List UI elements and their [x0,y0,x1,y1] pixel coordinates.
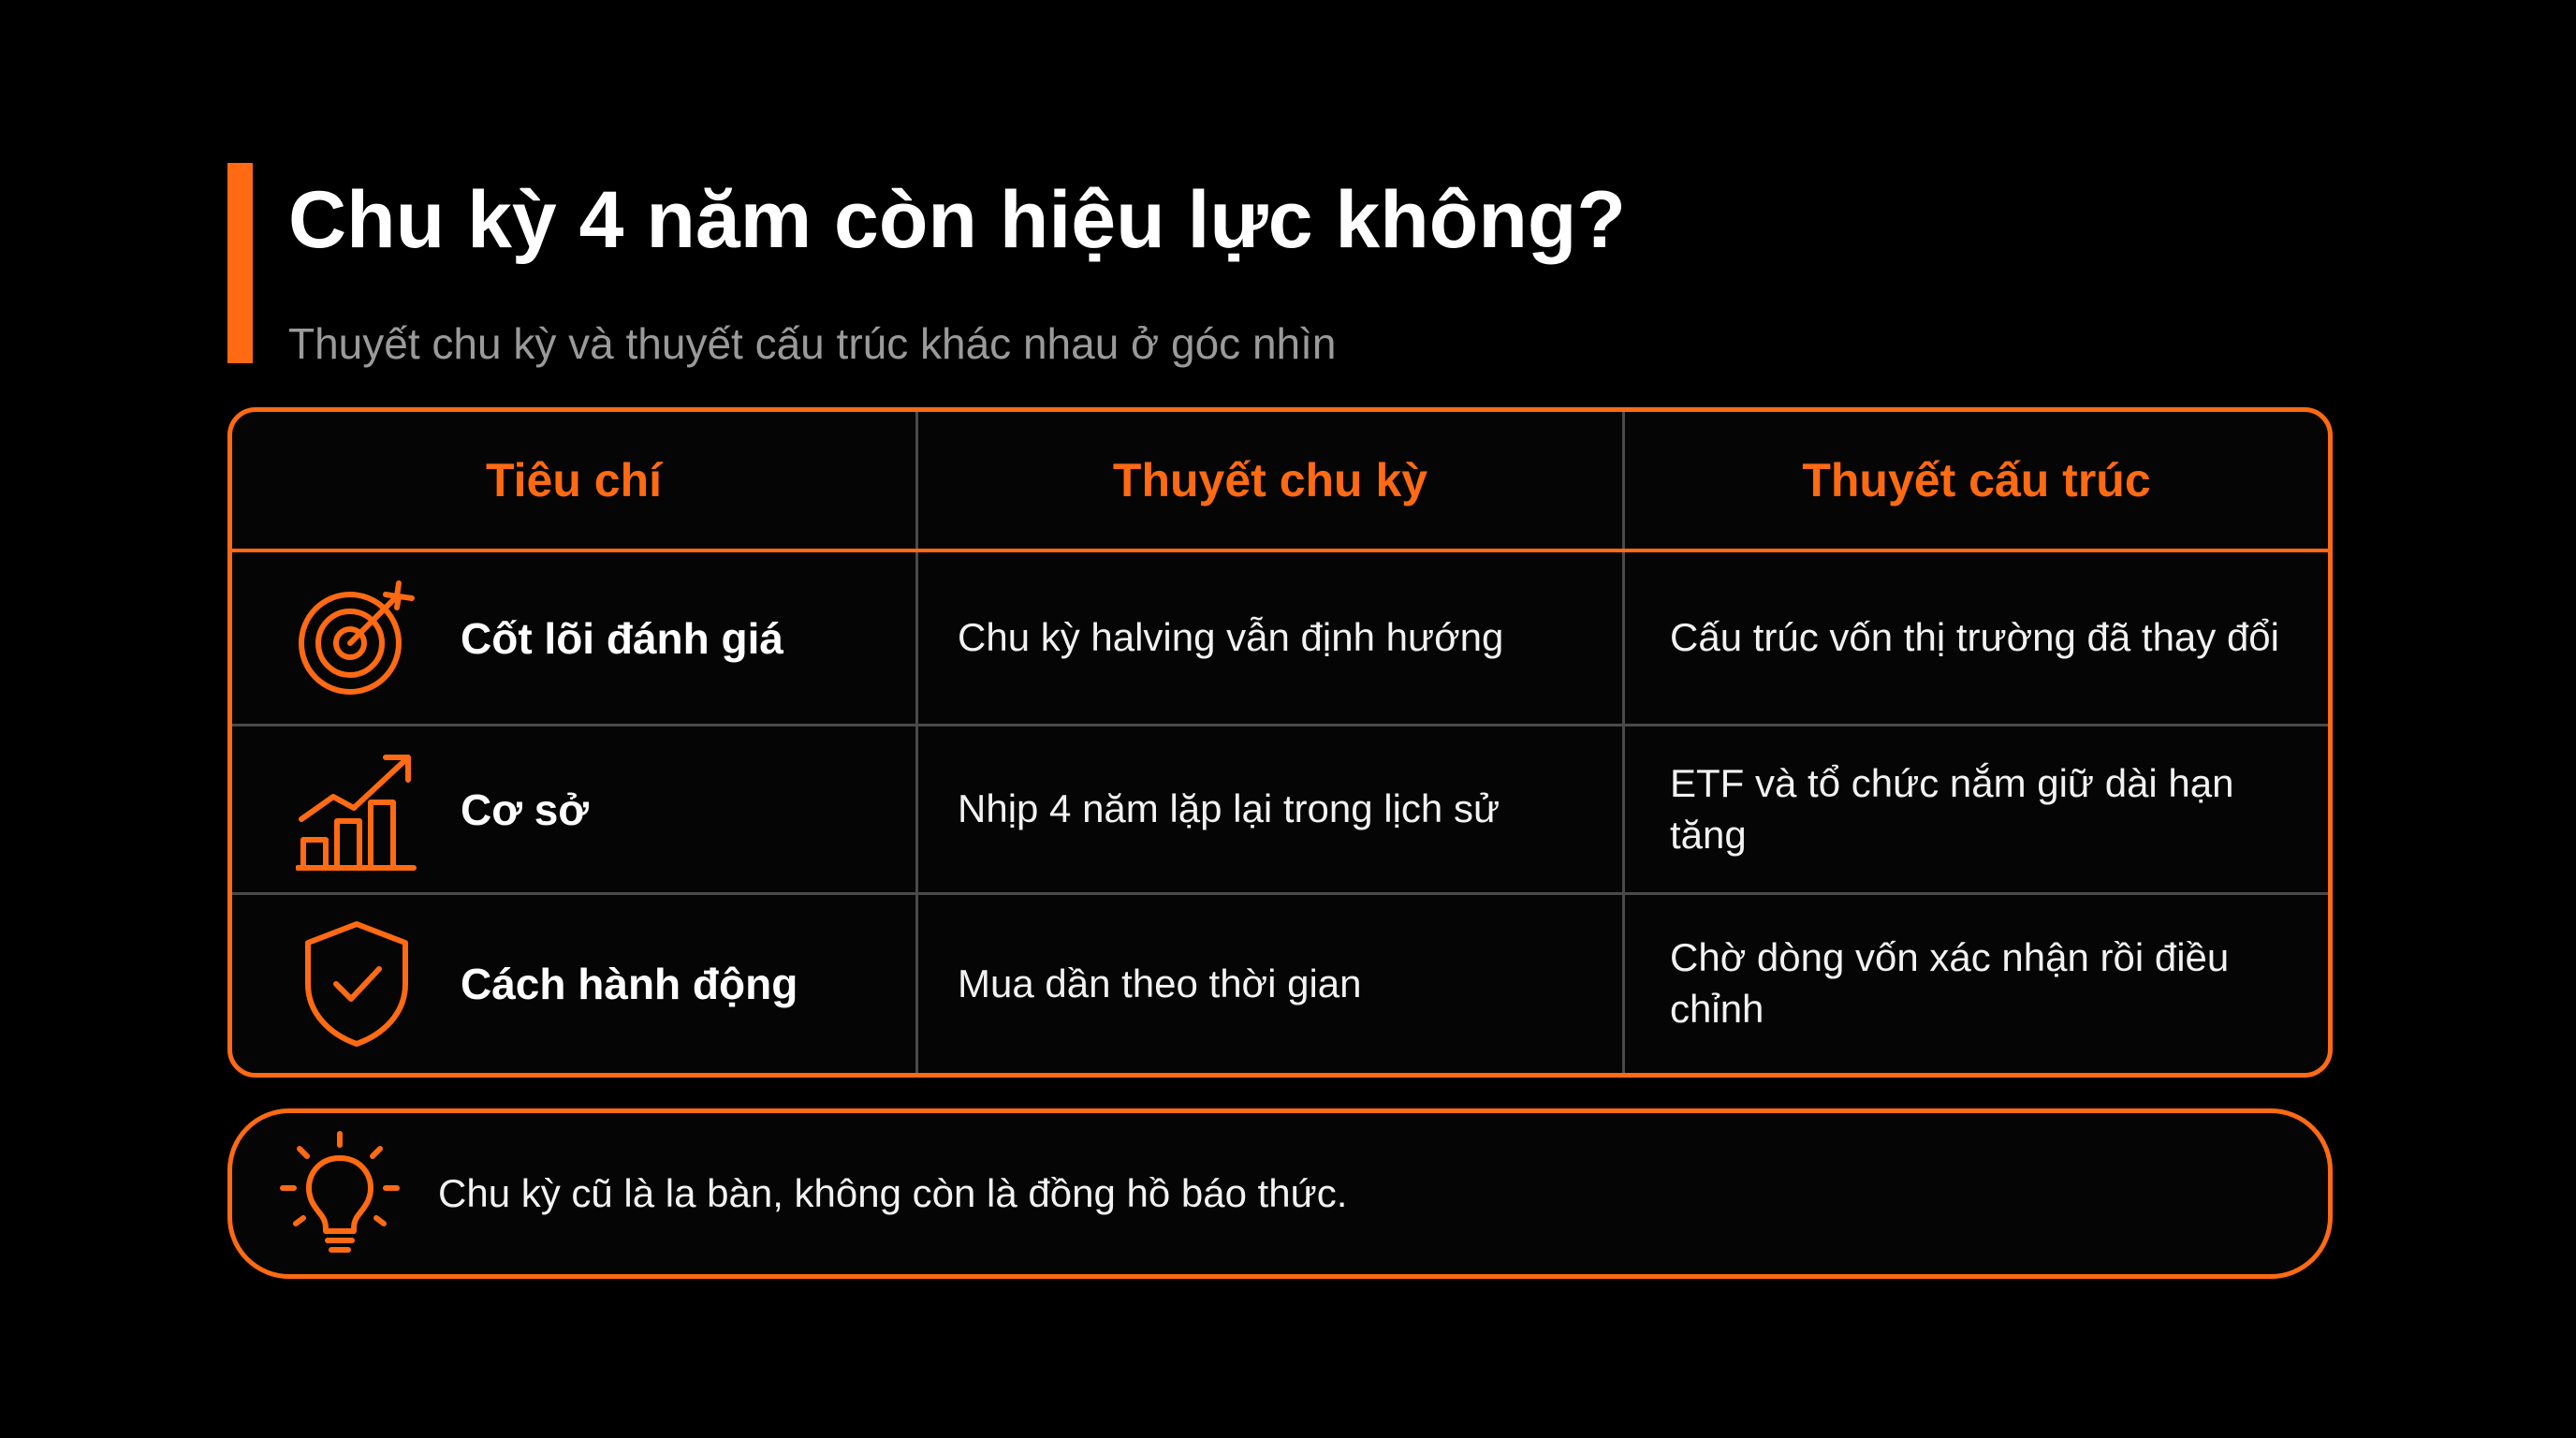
header-cycle-theory: Thuyết chu kỳ [918,412,1625,549]
cycle-theory-cell: Chu kỳ halving vẫn định hướng [918,552,1625,724]
page-subtitle: Thuyết chu kỳ và thuyết cấu trúc khác nhau ở góc nhìn [288,319,1337,368]
header-structure-theory: Thuyết cấu trúc [1802,454,2151,506]
header-criteria: Tiêu chí [232,412,918,549]
criterion-cell [232,552,918,724]
table-row [232,552,2328,726]
lightbulb-icon [279,1128,401,1259]
structure-theory-cell: ETF và tổ chức nắm giữ dài hạn tăng [1670,760,2234,857]
cycle-theory-cell: Mua dần theo thời gian [918,895,1625,1073]
criterion-label: Cơ sở [461,785,589,834]
criterion-label: Cốt lõi đánh giá [461,613,783,663]
structure-theory-cell: Chờ dòng vốn xác nhận rồi điều chỉnh [1670,935,2230,1031]
accent-bar [227,163,253,363]
table-row [232,726,2328,895]
criterion-cell [232,726,918,892]
criterion-cell [232,895,918,1073]
shield-check-icon [296,918,417,1049]
comparison-table [227,407,2333,1078]
table-header-row [232,412,2328,552]
growth-chart-icon [296,744,417,875]
cycle-theory-cell: Nhịp 4 năm lặp lại trong lịch sử [918,726,1625,892]
table-row [232,895,2328,1073]
target-icon [296,573,417,704]
page-title: Chu kỳ 4 năm còn hiệu lực không? [288,175,1626,265]
key-takeaway-callout [227,1108,2333,1279]
criterion-label: Cách hành động [461,960,798,1008]
takeaway-text: Chu kỳ cũ là la bàn, không còn là đồng hồ báo thức. [438,1171,1348,1215]
structure-theory-cell: Cấu trúc vốn thị trường đã thay đổi [1670,615,2279,660]
